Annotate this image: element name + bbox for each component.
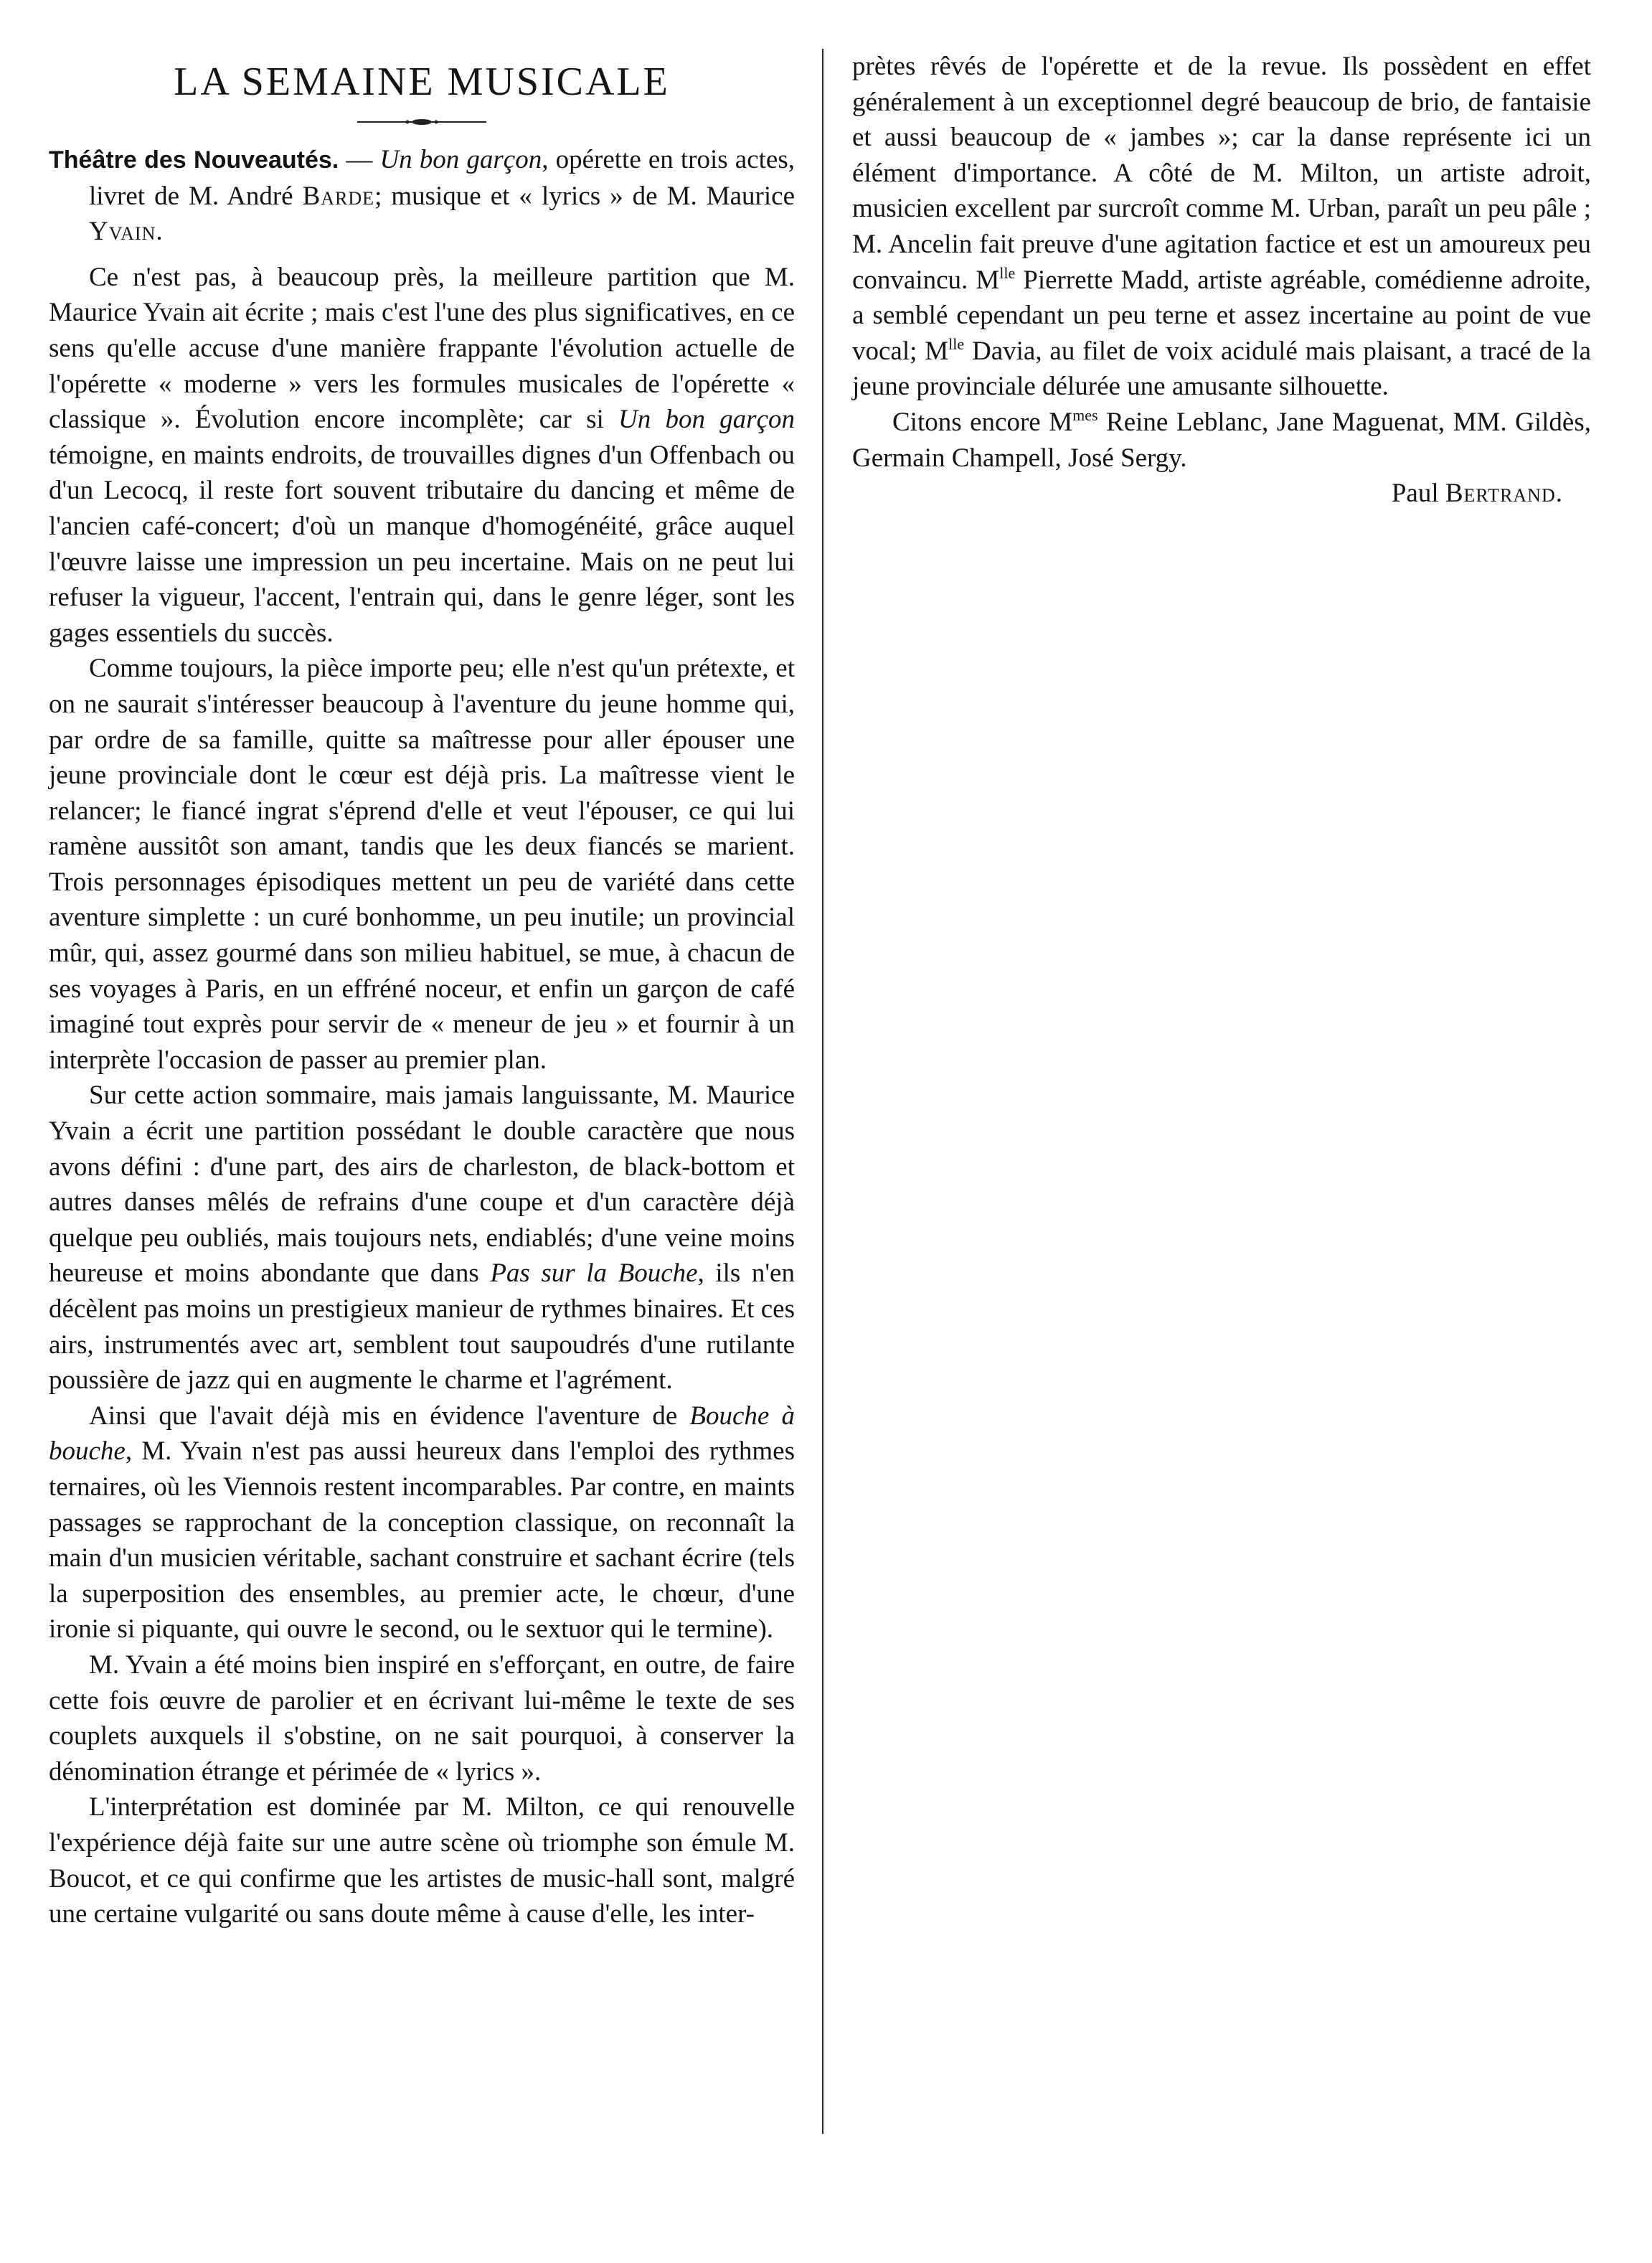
header-text-1: , opérette en trois actes, livret de M. André: [89, 145, 795, 211]
header-text-2: ; musique et « lyrics » de M. Maurice: [374, 181, 795, 211]
composer-name: Yvain: [89, 217, 156, 247]
right-column: [852, 49, 1591, 512]
librettist-name: Barde: [302, 181, 375, 211]
paragraph-5: M. Yvain a été moins bien inspiré en s'efforçant, en outre, de faire cette fois œuvre de parolier et en écrivant lui-même le texte de ses couplets auxquels il s'obstine, on ne sait pourquoi, à conserver la dénomination étrange et périmée de « lyrics ».: [49, 1650, 795, 1787]
review-header: [49, 142, 795, 250]
paragraph-3: Sur cette action sommaire, mais jamais languissante, M. Maurice Yvain a écrit une partition possédant le double caractère que nous avons défini : d'une part, des airs de charleston, de black-bottom et autres danses mêlés de refrains d'une coupe et d'un caractère déjà quelque peu oubliés, mais toujours nets, endiablés; d'une veine moins heureuse et moins abondante que dans Pas sur la Bouche, ils n'en décèlent pas moins un prestigieux manieur de rythmes binaires. Et ces airs, instrumentés avec art, semblent tout saupoudrés d'une rutilante poussière de jazz qui en augmente le charme et l'agrément.: [49, 1081, 795, 1396]
left-column: [49, 49, 795, 1932]
paragraph-1: Ce n'est pas, à beaucoup près, la meilleure partition que M. Maurice Yvain ait écrite ; mais c'est l'une des plus significatives, en ce sens qu'elle accuse d'une manière frappante l'évolution actuelle de l'opérette « moderne » vers les formules musicales de l'opérette « classique ». Évolution encore incomplète; car si Un bon garçon témoigne, en maints endroits, de trouvailles dignes d'un Offenbach ou d'un Lecocq, il reste fort souvent tributaire du dancing et même de l'ancien café-concert; d'où un manque d'homogénéité, grâce auquel l'œuvre laisse une impression un peu incertaine. Mais on ne peut lui refuser la vigueur, l'accent, l'entrain qui, dans le genre léger, sont les gages essentiels du succès.: [49, 262, 795, 648]
work-title: Un bon garçon: [379, 145, 542, 174]
paragraph-cast: Citons encore $M^{mes}$ Reine Leblanc, Jane Maguenat, MM. Gildès, Germain Champell, José Sergy.: [852, 405, 1591, 473]
header-text-3: .: [156, 217, 163, 247]
ornament-rule: [357, 118, 486, 126]
author-signature: Paul Bertrand.: [1391, 479, 1562, 509]
column-divider: [822, 49, 823, 2134]
paragraph-2: Comme toujours, la pièce importe peu; elle n'est qu'un prétexte, et on ne saurait s'intéresser beaucoup à l'aventure du jeune homme qui, par ordre de sa famille, quitte sa maîtresse pour aller épouser une jeune provinciale dont le cœur est déjà pris. La maîtresse vient le relancer; le fiancé ingrat s'éprend d'elle et veut l'épouser, ce qui lui ramène aussitôt son amant, tandis que les deux fiancés se marient. Trois personnages épisodiques mettent un peu de variété dans cette aventure simplette : un curé bonhomme, un peu inutile; un provincial mûr, qui, assez gourmé dans son milieu habituel, se mue, à chacun de ses voyages à Paris, en un effréné noceur, et enfin un garçon de café imaginé tout exprès pour servir de « meneur de jeu » et fournir à un interprète l'occasion de passer au premier plan.: [49, 654, 795, 1075]
paragraph-6: L'interprétation est dominée par M. Milton, ce qui renouvelle l'expérience déjà faite sur une autre scène où triomphe son émule M. Boucot, et ce qui confirme que les artistes de music-hall sont, malgré une certaine vulgarité ou sans doute même à cause d'elle, les inter-: [49, 1792, 795, 1929]
paragraph-4: Ainsi que l'avait déjà mis en évidence l'aventure de Bouche à bouche, M. Yvain n'est pas aussi heureux dans l'emploi des rythmes ternaires, où les Viennois restent incomparables. Par contre, en maints passages se rapprochant de la conception classique, on reconnaît la main d'un musicien véritable, sachant construire et sachant écrire (tels la superposition des ensembles, au premier acte, le chœur, d'une ironie si piquante, qui ouvre le second, ou le sextuor qui le termine).: [49, 1401, 795, 1645]
paragraph-continued: prètes rêvés de l'opérette et de la revue. Ils possèdent en effet généralement à un exceptionnel degré beaucoup de brio, de fantaisie et aussi beaucoup de « jambes »; car la danse représente ici un élément d'importance. A côté de M. Milton, un artiste adroit, musicien excellent par surcroît comme M. Urban, paraît un peu pâle ; M. Ancelin fait preuve d'une agitation factice et est un amoureux peu convaincu. $M^{lle}$ Pierrette Madd, artiste agréable, comédienne adroite, a semblé cependant un peu terne et assez incertaine au point de vue vocal; $M^{lle}$ Davia, au filet de voix acidulé mais plaisant, a tracé de la jeune provinciale délurée une amusante silhouette.: [852, 52, 1591, 402]
venue-name: Théâtre des Nouveautés.: [49, 146, 339, 174]
page-title: LA SEMAINE MUSICALE: [174, 60, 670, 104]
dash: —: [339, 145, 380, 174]
